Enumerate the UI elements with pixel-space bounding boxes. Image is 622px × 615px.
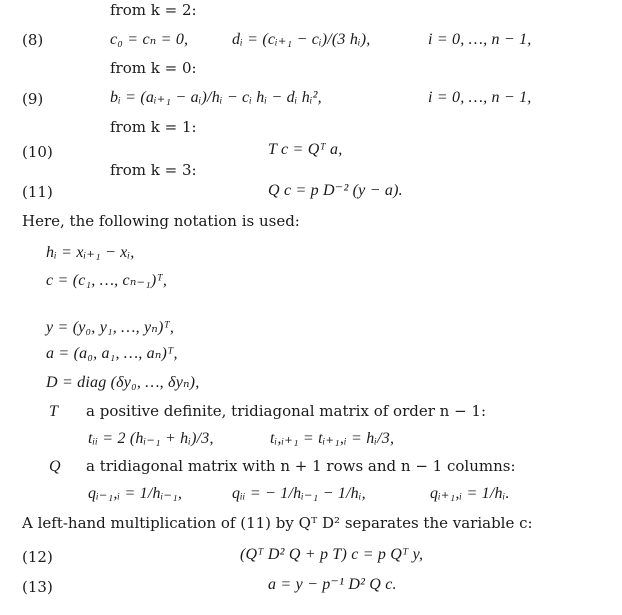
equation-9-b: bᵢ = (aᵢ₊₁ − aᵢ)/hᵢ − cᵢ hᵢ − dᵢ hᵢ², xyxy=(110,89,322,106)
equation-9-range: i = 0, …, n − 1, xyxy=(428,89,532,106)
condition-k1: from k = 1: xyxy=(110,118,197,136)
equation-8-range: i = 0, …, n − 1, xyxy=(428,31,532,48)
definition-a: a = (a₀, a₁, …, aₙ)ᵀ, xyxy=(46,345,178,362)
equation-8-d: dᵢ = (cᵢ₊₁ − cᵢ)/(3 hᵢ), xyxy=(232,31,371,48)
condition-k0: from k = 0: xyxy=(110,59,197,77)
equation-number-11: (11) xyxy=(22,183,53,201)
equation-12: (Qᵀ D² Q + p T) c = p Qᵀ y, xyxy=(240,546,424,563)
symbol-Q: Q xyxy=(49,458,61,475)
equation-number-13: (13) xyxy=(22,578,53,596)
equation-number-10: (10) xyxy=(22,143,53,161)
left-multiplication-sentence: A left-hand multiplication of (11) by Qᵀ D² separates the variable c: xyxy=(22,514,533,532)
definition-c: c = (c₁, …, cₙ₋₁)ᵀ, xyxy=(46,272,168,289)
Q-superdiagonal-entry: qᵢ₊₁,ᵢ = 1/hᵢ. xyxy=(430,485,510,502)
Q-diagonal-entry: qᵢᵢ = − 1/hᵢ₋₁ − 1/hᵢ, xyxy=(232,485,366,502)
T-diagonal-entry: tᵢᵢ = 2 (hᵢ₋₁ + hᵢ)/3, xyxy=(88,430,214,447)
T-offdiagonal-entry: tᵢ,ᵢ₊₁ = tᵢ₊₁,ᵢ = hᵢ/3, xyxy=(270,430,395,447)
condition-k3: from k = 3: xyxy=(110,161,197,179)
equation-number-8: (8) xyxy=(22,31,44,49)
definition-D: D = diag (δy₀, …, δyₙ), xyxy=(46,374,200,391)
equation-number-9: (9) xyxy=(22,90,44,108)
equation-10: T c = Qᵀ a, xyxy=(268,141,343,158)
equation-number-12: (12) xyxy=(22,548,53,566)
T-description: a positive definite, tridiagonal matrix of order n − 1: xyxy=(86,402,487,420)
Q-description: a tridiagonal matrix with n + 1 rows and n − 1 columns: xyxy=(86,457,516,475)
definition-y: y = (y₀, y₁, …, yₙ)ᵀ, xyxy=(46,319,175,336)
condition-k2: from k = 2: xyxy=(110,1,197,19)
Q-subdiagonal-entry: qᵢ₋₁,ᵢ = 1/hᵢ₋₁, xyxy=(88,485,183,502)
notation-intro: Here, the following notation is used: xyxy=(22,212,300,230)
equation-11: Q c = p D⁻² (y − a). xyxy=(268,182,403,199)
equation-8-boundary: c₀ = cₙ = 0, xyxy=(110,31,189,48)
symbol-T: T xyxy=(49,403,59,420)
equation-13: a = y − p⁻¹ D² Q c. xyxy=(268,576,397,593)
definition-h: hᵢ = xᵢ₊₁ − xᵢ, xyxy=(46,244,135,261)
